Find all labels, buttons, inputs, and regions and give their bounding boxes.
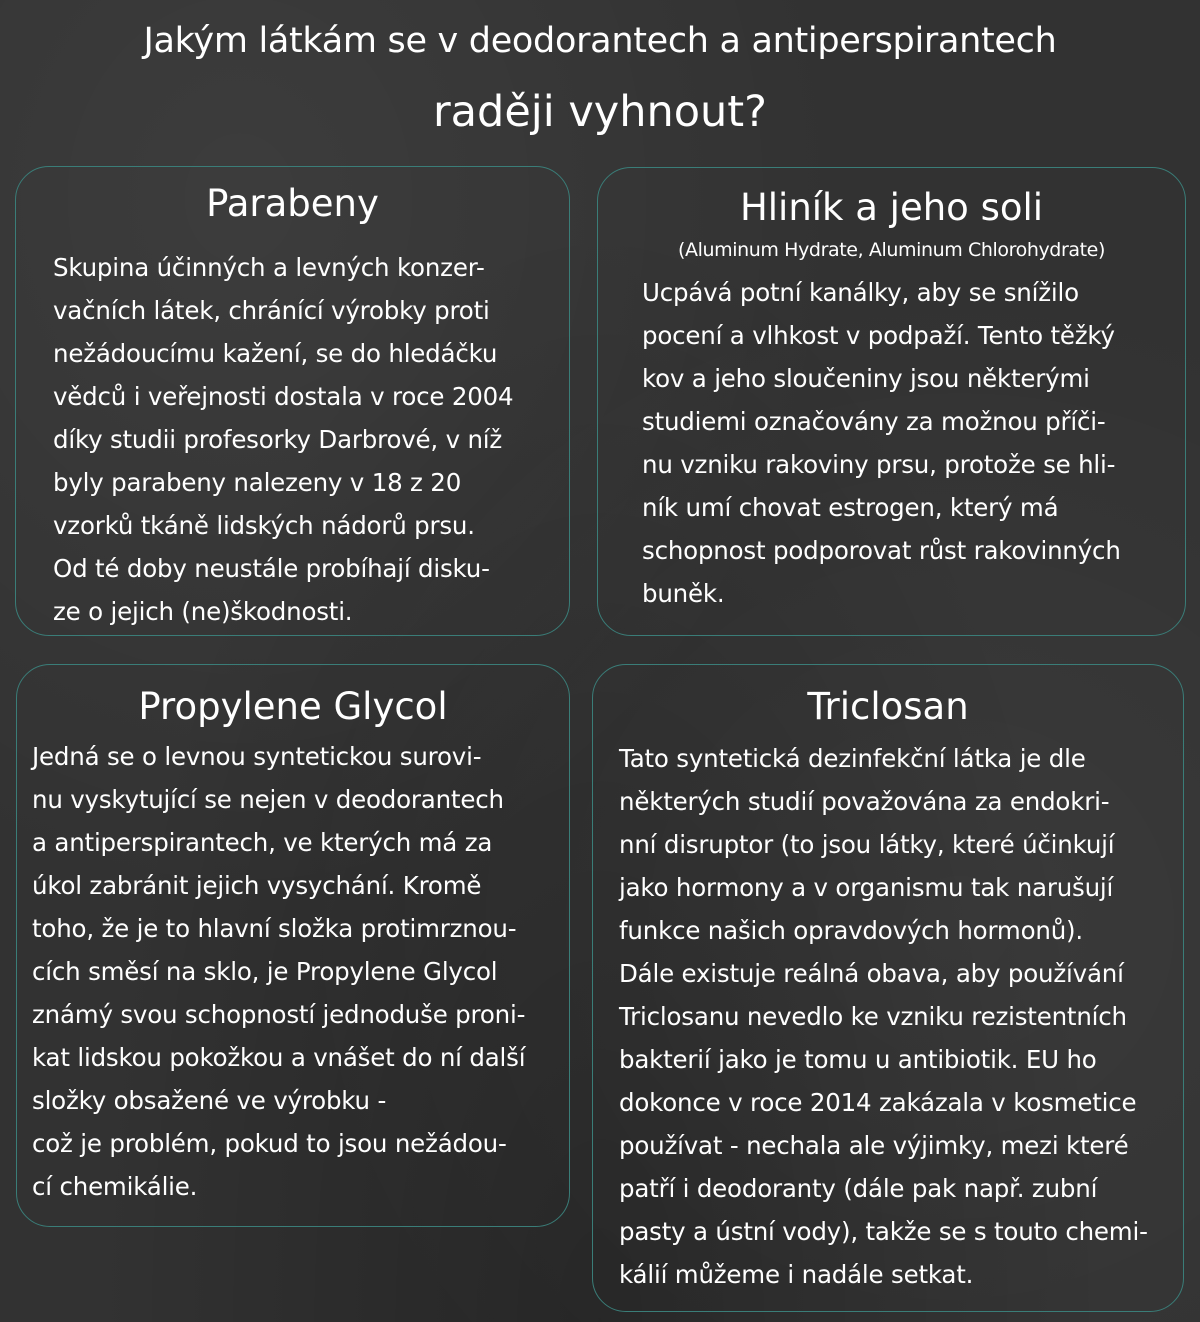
text-line: dokonce v roce 2014 zakázala v kosmetice	[619, 1088, 1137, 1117]
text-line: vzorků tkáně lidských nádorů prsu.	[53, 511, 475, 540]
text-line: Jedná se o levnou syntetickou surovi-	[32, 742, 482, 771]
text-line: pocení a vlhkost v podpaží. Tento těžký	[642, 321, 1115, 350]
text-line: Od té doby neustále probíhají disku-	[53, 554, 490, 583]
text-line: Triclosanu nevedlo ke vzniku rezistentních	[619, 1002, 1127, 1031]
page-title-line-1: Jakým látkám se v deodorantech a antiperspirantech	[143, 21, 1057, 61]
text-line: vědců i veřejnosti dostala v roce 2004	[53, 382, 514, 411]
text-line: což je problém, pokud to jsou nežádou-	[32, 1129, 507, 1158]
card-body	[642, 271, 1121, 615]
card-body	[619, 737, 1148, 1296]
card-triclosan	[592, 664, 1184, 1312]
text-line: známý svou schopností jednoduše proni-	[32, 1000, 526, 1029]
text-line: pasty a ústní vody), takže se s touto chemi-	[619, 1217, 1148, 1246]
card-body	[53, 246, 513, 633]
card-hlinik	[597, 167, 1186, 636]
text-line: úkol zabránit jejich vysychání. Kromě	[32, 871, 482, 900]
text-line: používat - nechala ale výjimky, mezi které	[619, 1131, 1129, 1160]
text-line: Tato syntetická dezinfekční látka je dle	[619, 744, 1086, 773]
card-parabeny	[15, 166, 570, 636]
text-line: cí chemikálie.	[32, 1172, 198, 1201]
card-body	[32, 735, 525, 1208]
text-line: složky obsažené ve výrobku -	[32, 1086, 387, 1115]
text-line: Ucpává potní kanálky, aby se snížilo	[642, 278, 1079, 307]
text-line: patří i deodoranty (dále pak např. zubní	[619, 1174, 1098, 1203]
text-line: kat lidskou pokožkou a vnášet do ní další	[32, 1043, 526, 1072]
text-line: nežádoucímu kažení, se do hledáčku	[53, 339, 498, 368]
card-subtitle: (Aluminum Hydrate, Aluminum Chlorohydrate)	[678, 239, 1105, 261]
text-line: kálií můžeme i nadále setkat.	[619, 1260, 974, 1289]
text-line: nu vyskytující se nejen v deodorantech	[32, 785, 504, 814]
text-line: ník umí chovat estrogen, který má	[642, 493, 1059, 522]
text-line: nní disruptor (to jsou látky, které účinkují	[619, 830, 1115, 859]
text-line: nu vzniku rakoviny prsu, protože se hli-	[642, 450, 1116, 479]
card-title: Triclosan	[807, 685, 969, 728]
text-line: funkce našich opravdových hormonů).	[619, 916, 1083, 945]
text-line: buněk.	[642, 579, 725, 608]
text-line: ze o jejich (ne)škodnosti.	[53, 597, 353, 626]
text-line: a antiperspirantech, ve kterých má za	[32, 828, 493, 857]
text-line: byly parabeny nalezeny v 18 z 20	[53, 468, 462, 497]
text-line: cích směsí na sklo, je Propylene Glycol	[32, 957, 498, 986]
text-line: studiemi označovány za možnou příči-	[642, 407, 1106, 436]
text-line: jako hormony a v organismu tak narušují	[619, 873, 1114, 902]
page-title-line-2: raději vyhnout?	[433, 87, 767, 137]
card-propylene-glycol	[16, 664, 570, 1227]
text-line: některých studií považována za endokri-	[619, 787, 1110, 816]
text-line: Dále existuje reálná obava, aby používání	[619, 959, 1124, 988]
text-line: toho, že je to hlavní složka protimrznou-	[32, 914, 517, 943]
text-line: vačních látek, chránící výrobky proti	[53, 296, 490, 325]
text-line: Skupina účinných a levných konzer-	[53, 253, 485, 282]
text-line: kov a jeho sloučeniny jsou některými	[642, 364, 1090, 393]
card-title: Parabeny	[206, 182, 379, 225]
card-title: Hliník a jeho soli	[739, 186, 1044, 229]
card-title: Propylene Glycol	[138, 685, 448, 728]
text-line: díky studii profesorky Darbrové, v níž	[53, 425, 503, 454]
text-line: schopnost podporovat růst rakovinných	[642, 536, 1121, 565]
text-line: bakterií jako je tomu u antibiotik. EU ho	[619, 1045, 1097, 1074]
